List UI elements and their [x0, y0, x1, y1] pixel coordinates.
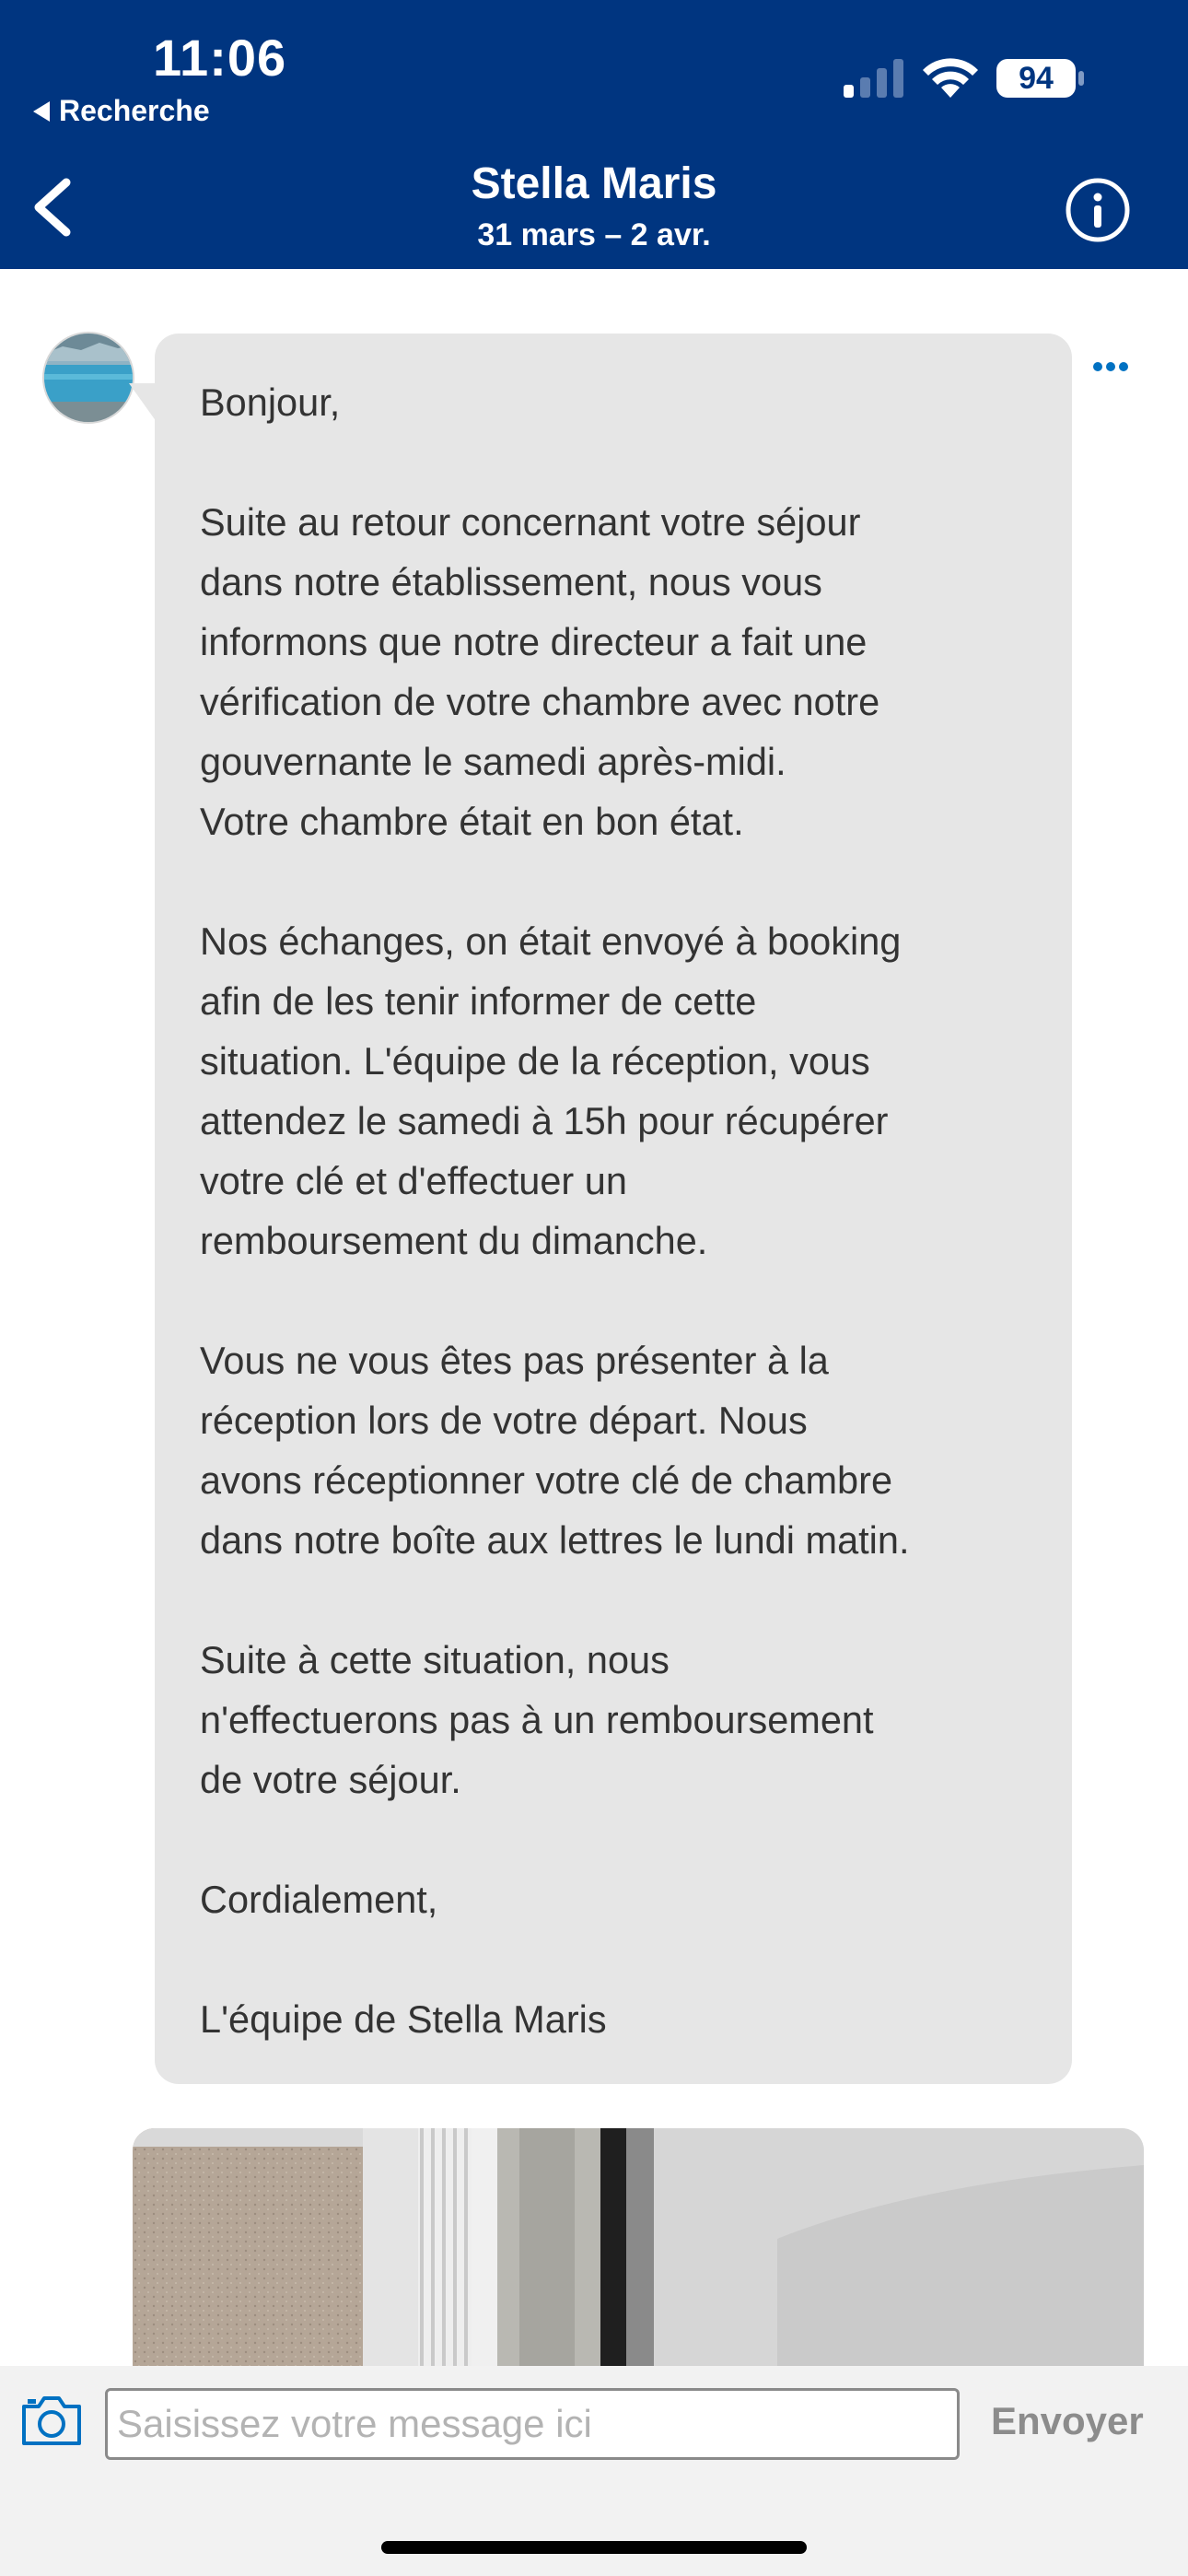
- camera-icon[interactable]: [20, 2394, 83, 2447]
- send-button[interactable]: Envoyer: [991, 2394, 1166, 2449]
- message-blank-line: [200, 432, 1030, 492]
- message-blank-line: [200, 1809, 1030, 1869]
- message-line: réception lors de votre départ. Nous: [200, 1399, 808, 1442]
- message-bubble: [155, 334, 1072, 2084]
- message-line: Votre chambre était en bon état.: [200, 800, 744, 843]
- message-line: Bonjour,: [200, 381, 341, 424]
- message-blank-line: [200, 1270, 1030, 1330]
- message-line: Nos échanges, on était envoyé à booking: [200, 919, 902, 963]
- message-line: Suite au retour concernant votre séjour: [200, 500, 861, 544]
- back-to-app-label: Recherche: [59, 94, 210, 127]
- back-triangle-icon: [33, 101, 50, 122]
- message-line: informons que notre directeur a fait une: [200, 620, 868, 663]
- battery-icon: [996, 57, 1087, 100]
- info-icon[interactable]: [1065, 177, 1131, 243]
- message-body: [200, 372, 1030, 2049]
- message-line: L'équipe de Stella Maris: [200, 1997, 607, 2041]
- message-line: dans notre établissement, nous vous: [200, 560, 822, 603]
- message-line: Vous ne vous êtes pas présenter à la: [200, 1339, 829, 1382]
- message-line: dans notre boîte aux lettres le lundi matin.: [200, 1518, 910, 1562]
- message-blank-line: [200, 851, 1030, 911]
- battery-level: 94: [1019, 61, 1054, 96]
- message-line: vérification de votre chambre avec notre: [200, 680, 880, 723]
- message-line: Suite à cette situation, nous: [200, 1638, 670, 1681]
- message-line: votre clé et d'effectuer un: [200, 1159, 627, 1202]
- app-header: [0, 0, 1188, 269]
- message-line: n'effectuerons pas à un remboursement: [200, 1698, 874, 1741]
- message-line: afin de les tenir informer de cette: [200, 979, 757, 1023]
- message-line: situation. L'équipe de la réception, vous: [200, 1039, 870, 1083]
- more-horizontal-icon[interactable]: [1090, 350, 1131, 383]
- back-to-app-link[interactable]: [33, 94, 210, 128]
- attached-photo[interactable]: [133, 2128, 1144, 2366]
- stay-dates: 31 mars – 2 avr.: [477, 217, 711, 252]
- message-line: remboursement du dimanche.: [200, 1219, 708, 1262]
- home-indicator: [381, 2541, 807, 2554]
- message-line: avons réceptionner votre clé de chambre: [200, 1458, 893, 1502]
- message-line: Cordialement,: [200, 1878, 438, 1921]
- hotel-avatar: [42, 332, 134, 424]
- cellular-signal-icon: [842, 57, 906, 100]
- wifi-icon: [921, 55, 980, 100]
- message-bubble-tail: [129, 383, 157, 422]
- message-composer: [0, 2366, 1188, 2576]
- status-time: 11:06: [153, 29, 287, 87]
- message-line: attendez le samedi à 15h pour récupérer: [200, 1099, 889, 1142]
- message-line: de votre séjour.: [200, 1758, 461, 1801]
- message-line: gouvernante le samedi après-midi.: [200, 740, 786, 783]
- message-input[interactable]: [105, 2388, 960, 2460]
- message-blank-line: [200, 1929, 1030, 1989]
- conversation-title: Stella Maris: [471, 159, 717, 208]
- message-blank-line: [200, 1570, 1030, 1630]
